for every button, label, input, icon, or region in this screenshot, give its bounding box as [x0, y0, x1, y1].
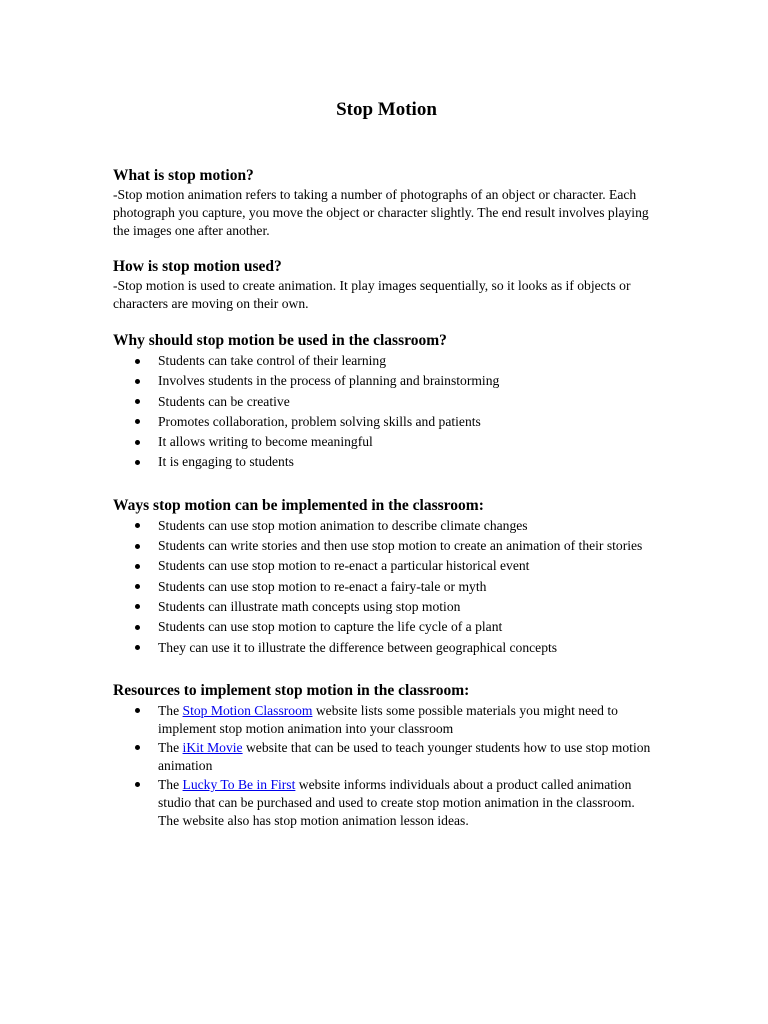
list-item [113, 639, 658, 657]
bullet-icon [135, 440, 140, 445]
bullet-icon [135, 460, 140, 465]
bullet-icon [135, 399, 140, 404]
list-item [113, 352, 658, 370]
bullet-icon [135, 359, 140, 364]
list-item [113, 557, 658, 575]
list-item-text: Students can illustrate math concepts using stop motion [158, 598, 461, 614]
bullet-list [113, 702, 658, 830]
list-item-text: Students can write stories and then use stop motion to create an animation of their stories [158, 538, 643, 554]
bullet-icon [135, 523, 140, 528]
bullet-icon [135, 379, 140, 384]
list-item-suffix: website that can be used to teach younger students how to use stop motion animation [158, 739, 651, 773]
document-page [113, 96, 658, 831]
bullet-icon [135, 564, 140, 569]
list-item-text: Students can take control of their learning [158, 353, 387, 368]
list-item [113, 702, 658, 738]
bullet-icon [135, 782, 140, 787]
list-item-text: Promotes collaboration, problem solving skills and patients [158, 413, 481, 429]
list-item [113, 537, 658, 555]
section-heading: Resources to implement stop motion in the classroom: [113, 681, 470, 699]
stop-motion-classroom-link[interactable]: Stop Motion Classroom [182, 702, 313, 718]
list-item [113, 453, 658, 471]
bullet-icon [135, 544, 140, 549]
list-item-text: Involves students in the process of planning and brainstorming [158, 373, 500, 389]
section-heading: Why should stop motion be used in the classroom? [113, 332, 447, 349]
section-heading: What is stop motion? [113, 167, 254, 184]
list-item-suffix: website lists some possible materials you might need to implement stop motion animation into your classroom [158, 702, 618, 736]
list-item-text: They can use it to illustrate the difference between geographical concepts [158, 639, 558, 655]
bullet-icon [135, 745, 140, 750]
lucky-to-be-in-first-link[interactable]: Lucky To Be in First [182, 776, 296, 792]
list-item [113, 393, 658, 411]
list-item-suffix: website informs individuals about a product called animation studio that can be purchased and used to create stop motion animation in the classroom. The website also has stop motion animation lesson ideas. [158, 776, 635, 828]
section-ways-implemented [113, 496, 658, 657]
document-title: Stop Motion [336, 99, 437, 120]
list-item-prefix: The [158, 739, 183, 755]
list-item-text: It allows writing to become meaningful [158, 434, 373, 450]
list-item-text: Students can use stop motion to re-enact a fairy-tale or myth [158, 578, 487, 594]
list-item-text: Students can use stop motion animation to describe climate changes [158, 517, 528, 533]
section-resources [113, 681, 658, 830]
list-item [113, 578, 658, 596]
list-item [113, 433, 658, 451]
section-how-used [113, 257, 658, 313]
list-item-prefix: The [158, 776, 183, 792]
bullet-list [113, 517, 658, 657]
section-heading: Ways stop motion can be implemented in the classroom: [113, 496, 484, 514]
list-item [113, 776, 658, 830]
list-item-prefix: The [158, 702, 183, 718]
list-item-text: Students can use stop motion to capture the life cycle of a plant [158, 619, 503, 635]
list-item [113, 413, 658, 431]
list-item [113, 598, 658, 616]
bullet-icon [135, 604, 140, 609]
section-body: -Stop motion is used to create animation. It play images sequentially, so it looks as if objects or characters are moving on their own. [113, 278, 631, 311]
section-what-is [113, 166, 658, 240]
section-heading: How is stop motion used? [113, 258, 282, 275]
section-body: -Stop motion animation refers to taking a number of photographs of an object or character. Each photograph you capture, you move the object or character slightly. The end result involves playing the images one after another. [113, 187, 649, 238]
list-item [113, 372, 658, 390]
ikit-movie-link[interactable]: iKit Movie [182, 739, 243, 755]
list-item-text: Students can use stop motion to re-enact a particular historical event [158, 558, 530, 574]
list-item [113, 739, 658, 775]
list-item [113, 618, 658, 636]
bullet-icon [135, 645, 140, 650]
bullet-icon [135, 584, 140, 589]
section-why-classroom [113, 331, 658, 471]
list-item-text: It is engaging to students [158, 454, 294, 470]
bullet-icon [135, 625, 140, 630]
bullet-icon [135, 419, 140, 424]
list-item-text: Students can be creative [158, 393, 290, 409]
bullet-list [113, 352, 658, 471]
bullet-icon [135, 708, 140, 713]
list-item [113, 517, 658, 535]
